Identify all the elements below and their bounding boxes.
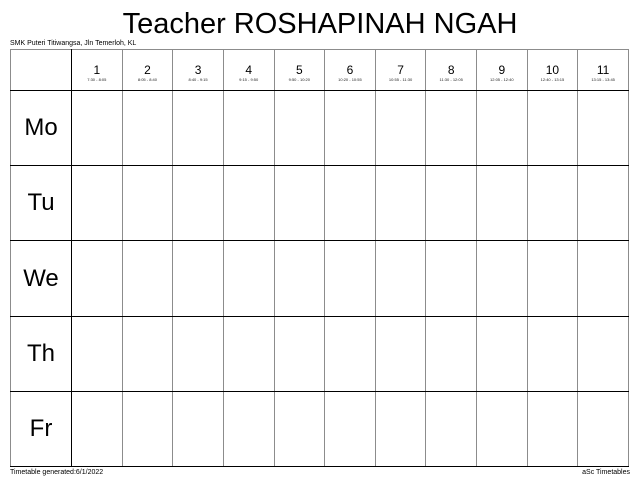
lesson-cell bbox=[173, 241, 224, 316]
lesson-cell bbox=[426, 316, 477, 391]
lesson-cell bbox=[122, 166, 173, 241]
lesson-cell bbox=[223, 391, 274, 466]
lesson-cell bbox=[527, 391, 578, 466]
lesson-cell bbox=[72, 316, 123, 391]
lesson-cell bbox=[578, 241, 629, 316]
period-header bbox=[426, 50, 477, 91]
lesson-cell bbox=[325, 316, 376, 391]
period-header bbox=[274, 50, 325, 91]
lesson-cell bbox=[122, 91, 173, 166]
generated-date: Timetable generated:6/1/2022 bbox=[10, 469, 104, 476]
school-name: SMK Puteri Titiwangsa, Jln Temerloh, KL bbox=[10, 40, 137, 47]
lesson-cell bbox=[426, 166, 477, 241]
lesson-cell bbox=[173, 166, 224, 241]
lesson-cell bbox=[527, 316, 578, 391]
period-number: 4 bbox=[245, 63, 253, 77]
period-time: 9:15 - 9:50 bbox=[239, 77, 259, 82]
lesson-cell bbox=[122, 241, 173, 316]
lesson-cell bbox=[527, 166, 578, 241]
period-number: 3 bbox=[194, 63, 202, 77]
lesson-cell bbox=[72, 391, 123, 466]
lesson-cell bbox=[223, 316, 274, 391]
day-row bbox=[11, 166, 629, 241]
period-time: 12:40 - 13:15 bbox=[540, 77, 565, 82]
period-number: 11 bbox=[596, 63, 610, 77]
period-header bbox=[122, 50, 173, 91]
lesson-cell bbox=[173, 91, 224, 166]
period-header bbox=[527, 50, 578, 91]
day-label: Th bbox=[11, 316, 72, 391]
lesson-cell bbox=[223, 241, 274, 316]
period-time: 9:50 - 10:20 bbox=[288, 77, 310, 82]
day-row bbox=[11, 316, 629, 391]
lesson-cell bbox=[325, 391, 376, 466]
lesson-cell bbox=[72, 241, 123, 316]
lesson-cell bbox=[274, 316, 325, 391]
page-title: Teacher ROSHAPINAH NGAH bbox=[122, 8, 518, 40]
period-header bbox=[173, 50, 224, 91]
lesson-cell bbox=[477, 241, 528, 316]
lesson-cell bbox=[426, 391, 477, 466]
period-header bbox=[72, 50, 123, 91]
lesson-cell bbox=[578, 91, 629, 166]
lesson-cell bbox=[274, 241, 325, 316]
lesson-cell bbox=[578, 391, 629, 466]
lesson-cell bbox=[72, 166, 123, 241]
lesson-cell bbox=[223, 91, 274, 166]
lesson-cell bbox=[375, 241, 426, 316]
period-time: 11:30 - 12:05 bbox=[439, 77, 463, 82]
lesson-cell bbox=[375, 91, 426, 166]
period-header bbox=[578, 50, 629, 91]
lesson-cell bbox=[72, 91, 123, 166]
lesson-cell bbox=[325, 166, 376, 241]
period-number: 10 bbox=[545, 63, 560, 77]
lesson-cell bbox=[426, 91, 477, 166]
lesson-cell bbox=[274, 166, 325, 241]
brand-label: aSc Timetables bbox=[582, 469, 630, 476]
day-row bbox=[11, 391, 629, 466]
period-number: 9 bbox=[498, 63, 506, 77]
lesson-cell bbox=[527, 91, 578, 166]
day-row bbox=[11, 241, 629, 316]
period-time: 13:15 - 13:45 bbox=[591, 77, 615, 82]
lesson-cell bbox=[122, 316, 173, 391]
lesson-cell bbox=[173, 391, 224, 466]
period-header bbox=[223, 50, 274, 91]
lesson-cell bbox=[223, 166, 274, 241]
lesson-cell bbox=[477, 166, 528, 241]
lesson-cell bbox=[274, 391, 325, 466]
day-row bbox=[11, 91, 629, 166]
lesson-cell bbox=[173, 316, 224, 391]
period-number: 8 bbox=[447, 63, 455, 77]
period-time: 7:30 - 8:05 bbox=[87, 77, 107, 82]
lesson-cell bbox=[375, 166, 426, 241]
timetable-grid bbox=[10, 49, 629, 467]
period-number: 1 bbox=[93, 63, 101, 77]
period-number: 2 bbox=[144, 63, 151, 77]
lesson-cell bbox=[527, 241, 578, 316]
day-label: Mo bbox=[11, 91, 72, 166]
lesson-cell bbox=[578, 166, 629, 241]
period-header bbox=[477, 50, 528, 91]
lesson-cell bbox=[375, 316, 426, 391]
period-header bbox=[375, 50, 426, 91]
period-time: 10:55 - 11:30 bbox=[388, 77, 413, 82]
lesson-cell bbox=[477, 91, 528, 166]
lesson-cell bbox=[426, 241, 477, 316]
period-number: 7 bbox=[397, 63, 404, 77]
period-header-row bbox=[11, 50, 629, 91]
lesson-cell bbox=[325, 241, 376, 316]
period-number: 5 bbox=[295, 63, 303, 77]
day-label: We bbox=[11, 241, 72, 316]
lesson-cell bbox=[325, 91, 376, 166]
period-time: 8:05 - 8:40 bbox=[137, 77, 157, 82]
lesson-cell bbox=[477, 316, 528, 391]
lesson-cell bbox=[375, 391, 426, 466]
period-number: 6 bbox=[346, 63, 354, 77]
period-time: 10:20 - 10:55 bbox=[338, 77, 362, 82]
corner-cell bbox=[11, 50, 72, 91]
lesson-cell bbox=[578, 316, 629, 391]
lesson-cell bbox=[477, 391, 528, 466]
day-label: Fr bbox=[11, 391, 72, 466]
day-label: Tu bbox=[11, 166, 72, 241]
period-time: 8:40 - 9:15 bbox=[188, 77, 208, 82]
period-time: 12:05 - 12:40 bbox=[490, 77, 514, 82]
lesson-cell bbox=[274, 91, 325, 166]
period-header bbox=[325, 50, 376, 91]
lesson-cell bbox=[122, 391, 173, 466]
